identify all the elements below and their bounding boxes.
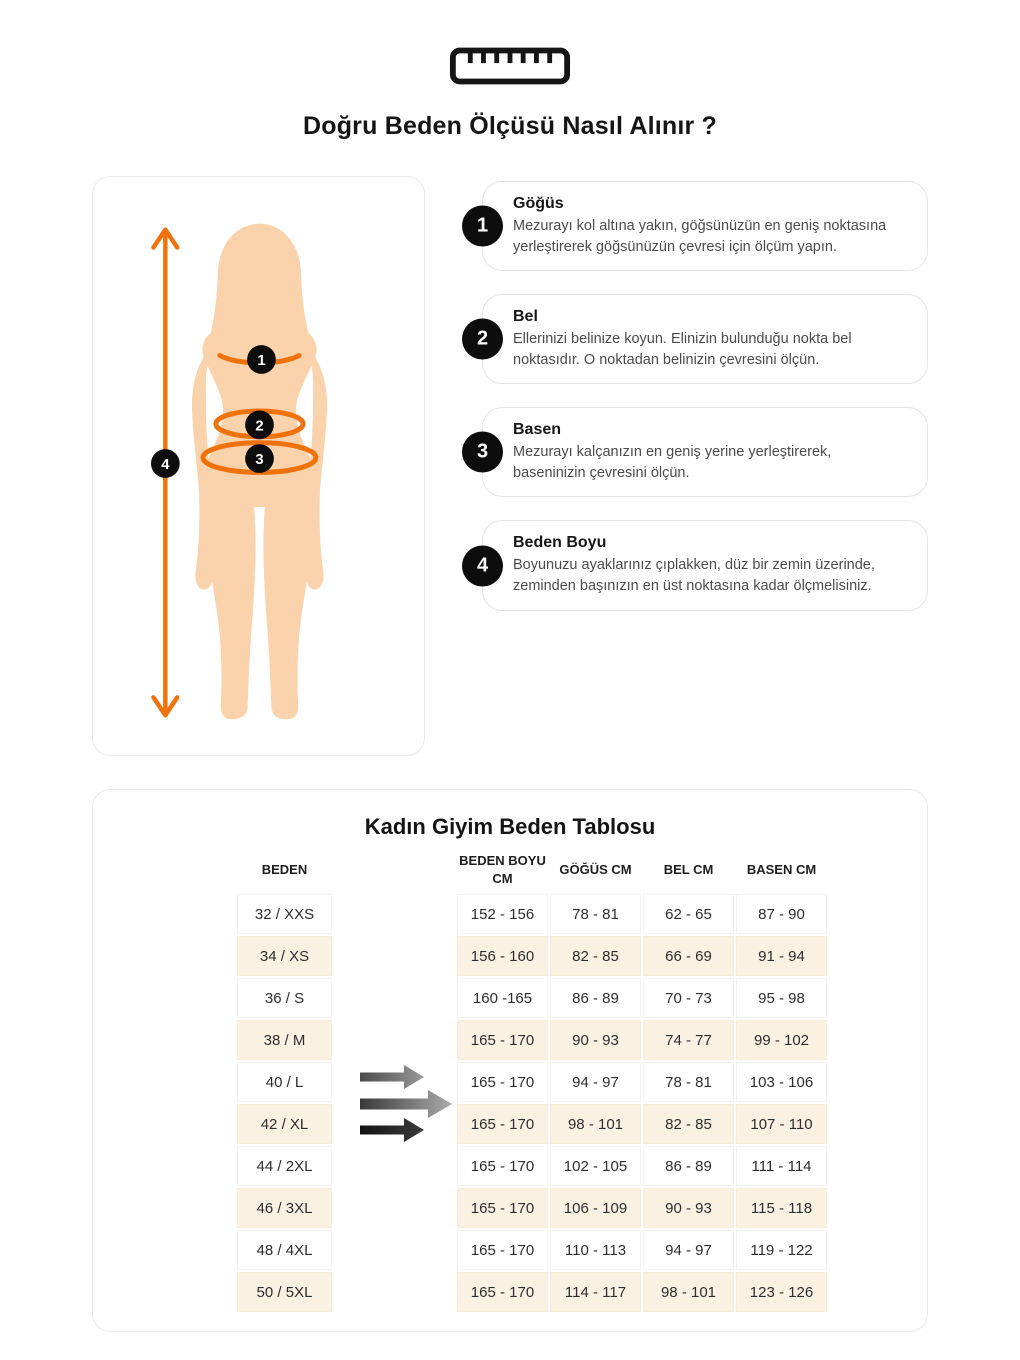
measurements-table [455, 846, 829, 1314]
measurements-table-row [457, 978, 827, 1018]
page-header [0, 0, 1020, 141]
instruction-title: Göğüs [513, 195, 564, 212]
chest-range-cell: 114 - 117 [550, 1272, 641, 1312]
svg-text:1: 1 [257, 352, 266, 369]
size-cell: 34 / XS [237, 936, 332, 976]
step-number: 4 [476, 554, 489, 577]
instruction-cards [476, 181, 928, 756]
instruction-body [513, 421, 901, 483]
instruction-title: Beden Boyu [513, 534, 607, 552]
hip-range-cell: 123 - 126 [736, 1272, 827, 1312]
figure-marker-1 [247, 345, 276, 374]
measure-column-header: BEDEN BOYU CM [459, 853, 546, 886]
instruction-title: Bel [513, 308, 538, 326]
waist-range-cell: 74 - 77 [643, 1020, 734, 1060]
instruction-body [513, 195, 901, 257]
page-title: Doğru Beden Ölçüsü Nasıl Alınır ? [302, 112, 718, 140]
hip-range-cell: 119 - 122 [736, 1230, 827, 1270]
instruction-title: Basen [513, 421, 562, 439]
waist-range-cell: 70 - 73 [643, 978, 734, 1018]
waist-range-cell: 86 - 89 [643, 1146, 734, 1186]
measurements-table-row [457, 1146, 827, 1186]
measure-column-header: BASEN CM [746, 862, 817, 878]
height-range-cell: 165 - 170 [457, 1188, 548, 1228]
svg-text:3: 3 [255, 452, 264, 469]
step-number-badge [462, 545, 503, 586]
height-range-cell: 152 - 156 [457, 894, 548, 934]
chest-range-cell: 78 - 81 [550, 894, 641, 934]
svg-text:4: 4 [161, 456, 170, 473]
step-number: 3 [476, 440, 489, 463]
hip-range-cell: 99 - 102 [736, 1020, 827, 1060]
chest-range-cell: 86 - 89 [550, 978, 641, 1018]
size-table-row [237, 1104, 332, 1144]
waist-range-cell: 90 - 93 [643, 1188, 734, 1228]
size-cell: 48 / 4XL [237, 1230, 332, 1270]
instruction-text: Boyunuzu ayaklarınız çıplakken, düz bir zemin üzerinde, zeminden başınızın en üst noktasına kadar ölçmelisiniz. [513, 557, 875, 595]
size-cell: 50 / 5XL [237, 1272, 332, 1312]
instruction-card [476, 294, 928, 384]
height-range-cell: 165 - 170 [457, 1230, 548, 1270]
size-table-row [237, 1272, 332, 1312]
measure-column-header: BEL CM [663, 862, 714, 878]
measure-section [0, 176, 1020, 756]
right-leg-shape [263, 495, 312, 719]
waist-range-cell: 98 - 101 [643, 1272, 734, 1312]
step-number-badge [462, 206, 503, 247]
left-leg-shape [207, 495, 256, 719]
chest-range-cell: 102 - 105 [550, 1146, 641, 1186]
size-cell: 36 / S [237, 978, 332, 1018]
step-number-badge [462, 319, 503, 360]
size-cell: 32 / XXS [237, 894, 332, 934]
body-silhouette-figure [93, 177, 423, 754]
instruction-card [476, 181, 928, 271]
waist-range-cell: 62 - 65 [643, 894, 734, 934]
height-range-cell: 165 - 170 [457, 1146, 548, 1186]
size-table-row [237, 978, 332, 1018]
measurements-table-row [457, 894, 827, 934]
measure-column-header: GÖĞÜS CM [559, 862, 632, 878]
size-table-card [92, 789, 928, 1332]
instruction-body [513, 308, 901, 370]
size-column-table [235, 846, 334, 1314]
height-range-cell: 165 - 170 [457, 1104, 548, 1144]
figure-marker-2 [245, 411, 274, 440]
size-cell: 46 / 3XL [237, 1188, 332, 1228]
measurements-table-row [457, 1230, 827, 1270]
step-number: 2 [476, 327, 489, 350]
chest-range-cell: 110 - 113 [550, 1230, 641, 1270]
chest-range-cell: 98 - 101 [550, 1104, 641, 1144]
figure-marker-3 [245, 444, 274, 473]
waist-range-cell: 94 - 97 [643, 1230, 734, 1270]
height-range-cell: 165 - 170 [457, 1020, 548, 1060]
instruction-text: Mezurayı kol altına yakın, göğsünüzün en geniş noktasına yerleştirerek göğsünüzün çevresi için ölçüm yapın. [513, 218, 887, 255]
instruction-card [476, 407, 928, 497]
chest-range-cell: 106 - 109 [550, 1188, 641, 1228]
figure-marker-4 [151, 449, 180, 478]
size-cell: 40 / L [237, 1062, 332, 1102]
measurements-table-row [457, 1188, 827, 1228]
body-figure-panel [92, 176, 425, 756]
hip-range-cell: 87 - 90 [736, 894, 827, 934]
height-range-cell: 160 -165 [457, 978, 548, 1018]
size-cell: 44 / 2XL [237, 1146, 332, 1186]
instruction-card [476, 520, 928, 610]
hip-range-cell: 107 - 110 [736, 1104, 827, 1144]
instruction-text: Ellerinizi belinize koyun. Elinizin bulunduğu nokta bel noktasıdır. O noktadan belinizin çevresini ölçün. [513, 331, 852, 368]
size-table-layout [93, 846, 927, 1316]
measurements-table-row [457, 1272, 827, 1312]
size-table-row [237, 1188, 332, 1228]
hip-range-cell: 115 - 118 [736, 1188, 827, 1228]
size-cell: 42 / XL [237, 1104, 332, 1144]
size-table-row [237, 1230, 332, 1270]
size-table-row [237, 894, 332, 934]
neck-shape [248, 289, 272, 325]
measurements-table-row [457, 936, 827, 976]
hip-range-cell: 111 - 114 [736, 1146, 827, 1186]
svg-text:2: 2 [255, 418, 264, 435]
size-table-title: Kadın Giyim Beden Tablosu [364, 814, 656, 839]
transfer-arrows-icon [354, 1064, 460, 1146]
chest-range-cell: 94 - 97 [550, 1062, 641, 1102]
waist-range-cell: 78 - 81 [643, 1062, 734, 1102]
size-table-row [237, 1020, 332, 1060]
waist-range-cell: 82 - 85 [643, 1104, 734, 1144]
size-table-row [237, 1062, 332, 1102]
hip-range-cell: 91 - 94 [736, 936, 827, 976]
step-number-badge [462, 432, 503, 473]
measurements-table-row [457, 1062, 827, 1102]
height-range-cell: 156 - 160 [457, 936, 548, 976]
measurements-table-row [457, 1020, 827, 1060]
chest-range-cell: 90 - 93 [550, 1020, 641, 1060]
instruction-text: Mezurayı kalçanızın en geniş yerine yerleştirerek, baseninizin çevresini ölçün. [513, 444, 832, 481]
size-cell: 38 / M [237, 1020, 332, 1060]
size-table-row [237, 1146, 332, 1186]
waist-range-cell: 66 - 69 [643, 936, 734, 976]
size-column-header: BEDEN [261, 862, 308, 878]
hip-range-cell: 103 - 106 [736, 1062, 827, 1102]
step-number: 1 [476, 214, 489, 237]
chest-range-cell: 82 - 85 [550, 936, 641, 976]
ruler-icon [0, 46, 1020, 86]
hip-range-cell: 95 - 98 [736, 978, 827, 1018]
size-table-row [237, 936, 332, 976]
instruction-body [513, 534, 901, 596]
measurements-table-row [457, 1104, 827, 1144]
height-range-cell: 165 - 170 [457, 1062, 548, 1102]
height-range-cell: 165 - 170 [457, 1272, 548, 1312]
